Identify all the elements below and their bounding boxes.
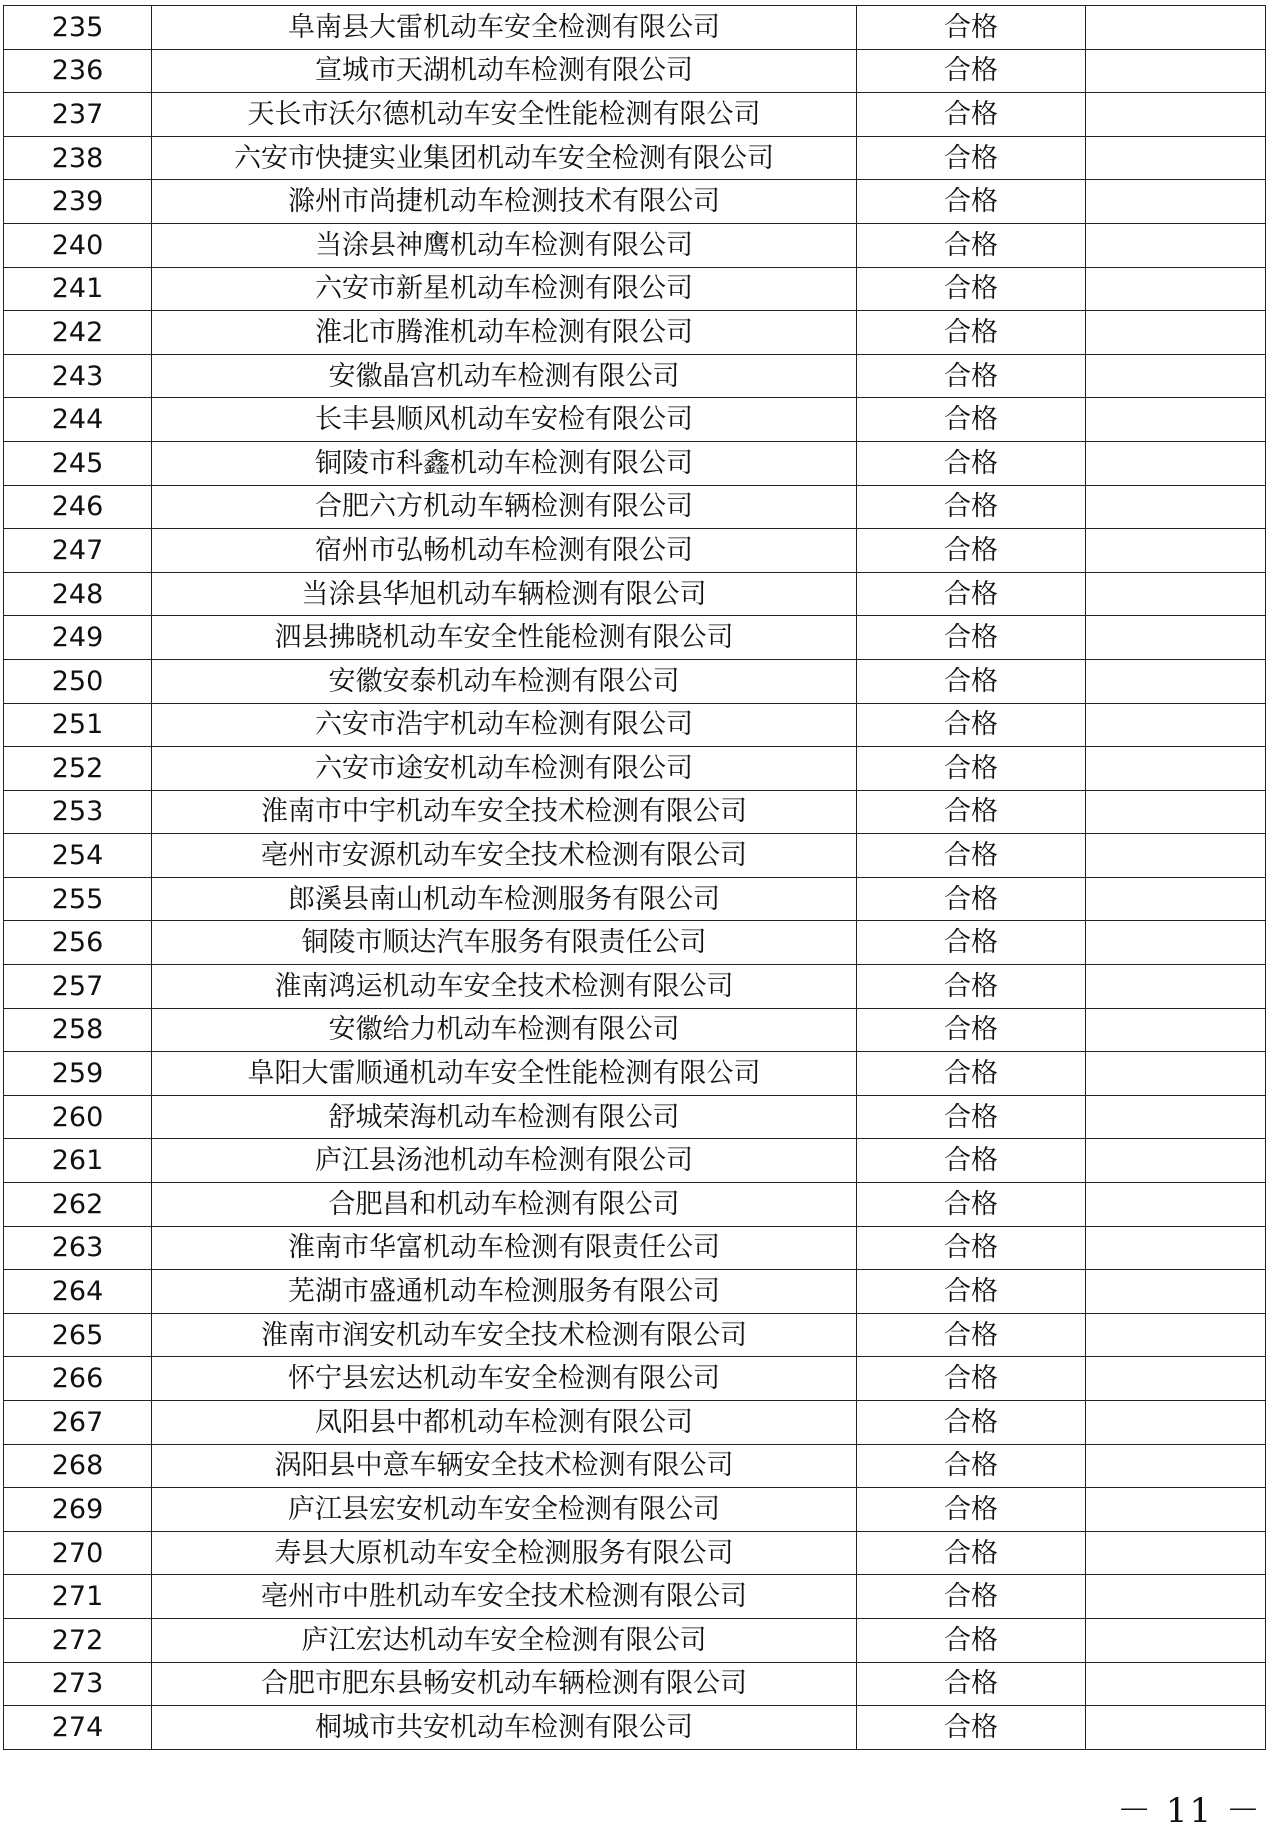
inspection-result: 合格: [857, 529, 1086, 573]
remark-cell: [1086, 223, 1266, 267]
remark-cell: [1086, 877, 1266, 921]
inspection-result: 合格: [857, 1706, 1086, 1750]
company-name: 滁州市尚捷机动车检测技术有限公司: [152, 180, 857, 224]
remark-cell: [1086, 1139, 1266, 1183]
remark-cell: [1086, 1357, 1266, 1401]
row-number: 273: [4, 1662, 152, 1706]
row-number: 258: [4, 1008, 152, 1052]
table-row: [4, 1226, 1266, 1270]
inspection-result: 合格: [857, 1357, 1086, 1401]
company-name: 淮南市润安机动车安全技术检测有限公司: [152, 1313, 857, 1357]
inspection-result: 合格: [857, 354, 1086, 398]
company-name: 铜陵市顺达汽车服务有限责任公司: [152, 921, 857, 965]
remark-cell: [1086, 703, 1266, 747]
remark-cell: [1086, 834, 1266, 878]
row-number: 242: [4, 311, 152, 355]
table-row: [4, 1095, 1266, 1139]
table-row: [4, 747, 1266, 791]
inspection-result: 合格: [857, 1444, 1086, 1488]
row-number: 240: [4, 223, 152, 267]
row-number: 235: [4, 6, 152, 50]
remark-cell: [1086, 1008, 1266, 1052]
table-row: [4, 485, 1266, 529]
company-name: 当涂县神鹰机动车检测有限公司: [152, 223, 857, 267]
remark-cell: [1086, 485, 1266, 529]
table-row: [4, 616, 1266, 660]
row-number: 256: [4, 921, 152, 965]
remark-cell: [1086, 1401, 1266, 1445]
inspection-result: 合格: [857, 485, 1086, 529]
table-row: [4, 1008, 1266, 1052]
company-name: 合肥六方机动车辆检测有限公司: [152, 485, 857, 529]
remark-cell: [1086, 1052, 1266, 1096]
inspection-result: 合格: [857, 1618, 1086, 1662]
table-row: [4, 921, 1266, 965]
row-number: 255: [4, 877, 152, 921]
row-number: 252: [4, 747, 152, 791]
inspection-results-table: [3, 5, 1266, 1750]
company-name: 宿州市弘畅机动车检测有限公司: [152, 529, 857, 573]
company-name: 六安市新星机动车检测有限公司: [152, 267, 857, 311]
table-row: [4, 1488, 1266, 1532]
company-name: 庐江县宏安机动车安全检测有限公司: [152, 1488, 857, 1532]
company-name: 阜阳大雷顺通机动车安全性能检测有限公司: [152, 1052, 857, 1096]
company-name: 庐江县汤池机动车检测有限公司: [152, 1139, 857, 1183]
table-row: [4, 1444, 1266, 1488]
inspection-result: 合格: [857, 1139, 1086, 1183]
remark-cell: [1086, 1706, 1266, 1750]
remark-cell: [1086, 93, 1266, 137]
inspection-result: 合格: [857, 877, 1086, 921]
inspection-result: 合格: [857, 49, 1086, 93]
results-table-container: [3, 5, 1265, 1750]
row-number: 250: [4, 659, 152, 703]
remark-cell: [1086, 921, 1266, 965]
company-name: 铜陵市科鑫机动车检测有限公司: [152, 441, 857, 485]
table-body: [4, 6, 1266, 1750]
row-number: 257: [4, 965, 152, 1009]
inspection-result: 合格: [857, 659, 1086, 703]
table-row: [4, 1531, 1266, 1575]
table-row: [4, 529, 1266, 573]
company-name: 郎溪县南山机动车检测服务有限公司: [152, 877, 857, 921]
row-number: 260: [4, 1095, 152, 1139]
table-row: [4, 1183, 1266, 1227]
company-name: 六安市浩宇机动车检测有限公司: [152, 703, 857, 747]
inspection-result: 合格: [857, 1575, 1086, 1619]
inspection-result: 合格: [857, 1183, 1086, 1227]
remark-cell: [1086, 790, 1266, 834]
inspection-result: 合格: [857, 616, 1086, 660]
inspection-result: 合格: [857, 1226, 1086, 1270]
remark-cell: [1086, 1226, 1266, 1270]
table-row: [4, 6, 1266, 50]
company-name: 宣城市天湖机动车检测有限公司: [152, 49, 857, 93]
company-name: 淮南市华富机动车检测有限责任公司: [152, 1226, 857, 1270]
row-number: 261: [4, 1139, 152, 1183]
remark-cell: [1086, 180, 1266, 224]
row-number: 243: [4, 354, 152, 398]
remark-cell: [1086, 1095, 1266, 1139]
remark-cell: [1086, 1662, 1266, 1706]
remark-cell: [1086, 1488, 1266, 1532]
company-name: 淮北市腾淮机动车检测有限公司: [152, 311, 857, 355]
table-row: [4, 49, 1266, 93]
row-number: 266: [4, 1357, 152, 1401]
remark-cell: [1086, 659, 1266, 703]
row-number: 238: [4, 136, 152, 180]
company-name: 六安市快捷实业集团机动车安全检测有限公司: [152, 136, 857, 180]
inspection-result: 合格: [857, 223, 1086, 267]
company-name: 舒城荣海机动车检测有限公司: [152, 1095, 857, 1139]
inspection-result: 合格: [857, 1662, 1086, 1706]
company-name: 安徽给力机动车检测有限公司: [152, 1008, 857, 1052]
table-row: [4, 703, 1266, 747]
row-number: 269: [4, 1488, 152, 1532]
inspection-result: 合格: [857, 921, 1086, 965]
table-row: [4, 1357, 1266, 1401]
remark-cell: [1086, 1575, 1266, 1619]
row-number: 270: [4, 1531, 152, 1575]
row-number: 263: [4, 1226, 152, 1270]
table-row: [4, 180, 1266, 224]
inspection-result: 合格: [857, 1052, 1086, 1096]
company-name: 芜湖市盛通机动车检测服务有限公司: [152, 1270, 857, 1314]
inspection-result: 合格: [857, 311, 1086, 355]
row-number: 254: [4, 834, 152, 878]
remark-cell: [1086, 441, 1266, 485]
inspection-result: 合格: [857, 1488, 1086, 1532]
table-row: [4, 1052, 1266, 1096]
remark-cell: [1086, 1444, 1266, 1488]
row-number: 245: [4, 441, 152, 485]
company-name: 亳州市中胜机动车安全技术检测有限公司: [152, 1575, 857, 1619]
table-row: [4, 1270, 1266, 1314]
company-name: 阜南县大雷机动车安全检测有限公司: [152, 6, 857, 50]
company-name: 泗县拂晓机动车安全性能检测有限公司: [152, 616, 857, 660]
inspection-result: 合格: [857, 790, 1086, 834]
row-number: 264: [4, 1270, 152, 1314]
remark-cell: [1086, 747, 1266, 791]
row-number: 262: [4, 1183, 152, 1227]
table-row: [4, 1139, 1266, 1183]
company-name: 涡阳县中意车辆安全技术检测有限公司: [152, 1444, 857, 1488]
remark-cell: [1086, 1313, 1266, 1357]
company-name: 淮南市中宇机动车安全技术检测有限公司: [152, 790, 857, 834]
table-row: [4, 136, 1266, 180]
remark-cell: [1086, 311, 1266, 355]
company-name: 桐城市共安机动车检测有限公司: [152, 1706, 857, 1750]
row-number: 251: [4, 703, 152, 747]
page-number: － 11 －: [1117, 1791, 1262, 1831]
remark-cell: [1086, 49, 1266, 93]
company-name: 六安市途安机动车检测有限公司: [152, 747, 857, 791]
remark-cell: [1086, 398, 1266, 442]
table-row: [4, 311, 1266, 355]
row-number: 267: [4, 1401, 152, 1445]
row-number: 239: [4, 180, 152, 224]
remark-cell: [1086, 965, 1266, 1009]
row-number: 259: [4, 1052, 152, 1096]
table-row: [4, 834, 1266, 878]
company-name: 合肥昌和机动车检测有限公司: [152, 1183, 857, 1227]
table-row: [4, 1575, 1266, 1619]
row-number: 271: [4, 1575, 152, 1619]
row-number: 248: [4, 572, 152, 616]
inspection-result: 合格: [857, 1095, 1086, 1139]
table-row: [4, 398, 1266, 442]
inspection-result: 合格: [857, 1008, 1086, 1052]
table-row: [4, 267, 1266, 311]
inspection-result: 合格: [857, 572, 1086, 616]
row-number: 244: [4, 398, 152, 442]
inspection-result: 合格: [857, 1270, 1086, 1314]
company-name: 淮南鸿运机动车安全技术检测有限公司: [152, 965, 857, 1009]
remark-cell: [1086, 1183, 1266, 1227]
inspection-result: 合格: [857, 965, 1086, 1009]
remark-cell: [1086, 1270, 1266, 1314]
inspection-result: 合格: [857, 267, 1086, 311]
row-number: 268: [4, 1444, 152, 1488]
row-number: 246: [4, 485, 152, 529]
company-name: 天长市沃尔德机动车安全性能检测有限公司: [152, 93, 857, 137]
remark-cell: [1086, 1618, 1266, 1662]
table-row: [4, 572, 1266, 616]
table-row: [4, 354, 1266, 398]
inspection-result: 合格: [857, 6, 1086, 50]
table-row: [4, 1662, 1266, 1706]
table-row: [4, 659, 1266, 703]
table-row: [4, 1706, 1266, 1750]
inspection-result: 合格: [857, 1531, 1086, 1575]
row-number: 253: [4, 790, 152, 834]
row-number: 237: [4, 93, 152, 137]
remark-cell: [1086, 354, 1266, 398]
inspection-result: 合格: [857, 703, 1086, 747]
table-row: [4, 223, 1266, 267]
inspection-result: 合格: [857, 441, 1086, 485]
row-number: 265: [4, 1313, 152, 1357]
remark-cell: [1086, 616, 1266, 660]
table-row: [4, 877, 1266, 921]
inspection-result: 合格: [857, 1313, 1086, 1357]
remark-cell: [1086, 529, 1266, 573]
row-number: 241: [4, 267, 152, 311]
table-row: [4, 965, 1266, 1009]
row-number: 272: [4, 1618, 152, 1662]
row-number: 236: [4, 49, 152, 93]
inspection-result: 合格: [857, 93, 1086, 137]
table-row: [4, 1401, 1266, 1445]
row-number: 247: [4, 529, 152, 573]
table-row: [4, 790, 1266, 834]
company-name: 安徽晶宫机动车检测有限公司: [152, 354, 857, 398]
company-name: 合肥市肥东县畅安机动车辆检测有限公司: [152, 1662, 857, 1706]
inspection-result: 合格: [857, 136, 1086, 180]
company-name: 安徽安泰机动车检测有限公司: [152, 659, 857, 703]
inspection-result: 合格: [857, 180, 1086, 224]
remark-cell: [1086, 1531, 1266, 1575]
company-name: 凤阳县中都机动车检测有限公司: [152, 1401, 857, 1445]
inspection-result: 合格: [857, 1401, 1086, 1445]
company-name: 寿县大原机动车安全检测服务有限公司: [152, 1531, 857, 1575]
table-row: [4, 1313, 1266, 1357]
remark-cell: [1086, 6, 1266, 50]
row-number: 249: [4, 616, 152, 660]
company-name: 亳州市安源机动车安全技术检测有限公司: [152, 834, 857, 878]
remark-cell: [1086, 572, 1266, 616]
inspection-result: 合格: [857, 834, 1086, 878]
row-number: 274: [4, 1706, 152, 1750]
company-name: 庐江宏达机动车安全检测有限公司: [152, 1618, 857, 1662]
remark-cell: [1086, 136, 1266, 180]
table-row: [4, 441, 1266, 485]
remark-cell: [1086, 267, 1266, 311]
table-row: [4, 1618, 1266, 1662]
company-name: 怀宁县宏达机动车安全检测有限公司: [152, 1357, 857, 1401]
inspection-result: 合格: [857, 747, 1086, 791]
company-name: 当涂县华旭机动车辆检测有限公司: [152, 572, 857, 616]
table-row: [4, 93, 1266, 137]
company-name: 长丰县顺风机动车安检有限公司: [152, 398, 857, 442]
inspection-result: 合格: [857, 398, 1086, 442]
